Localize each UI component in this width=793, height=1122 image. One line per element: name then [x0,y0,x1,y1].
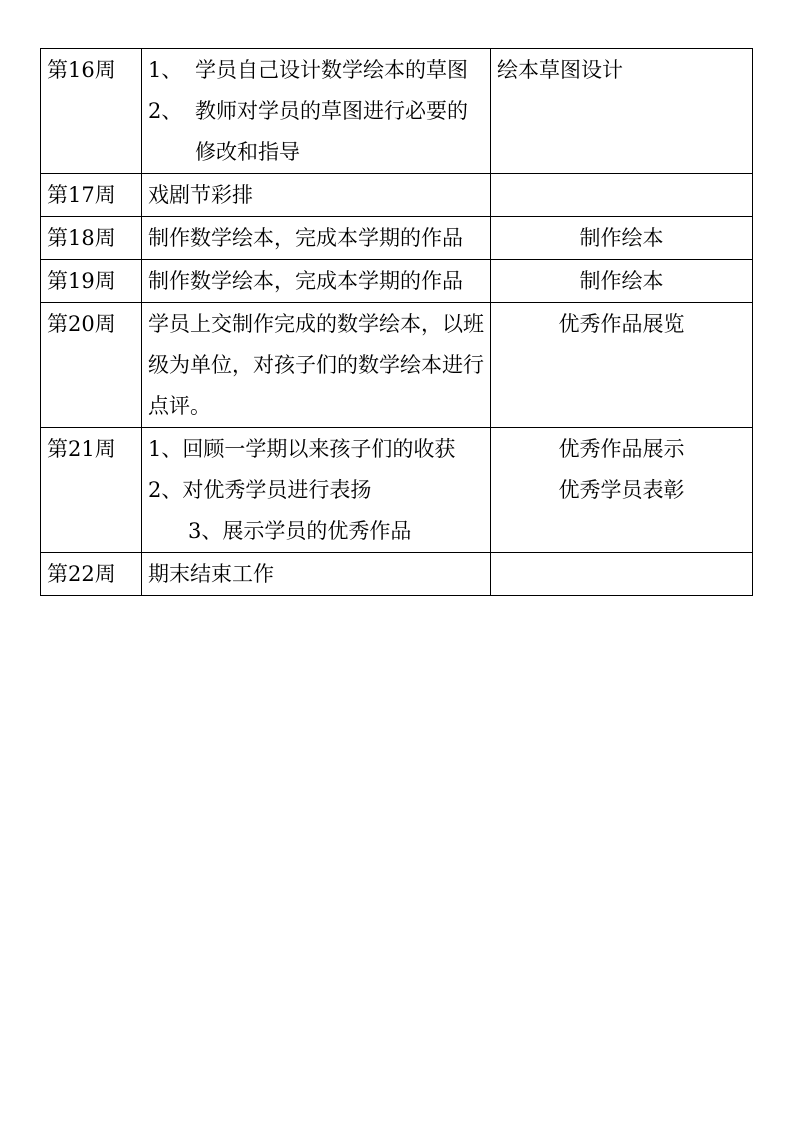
activity-cell [491,217,753,260]
activity-cell [491,303,753,428]
plan-cell: 学员上交制作完成的数学绘本，以班级为单位，对孩子们的数学绘本进行点评。 [142,303,491,428]
list-item [148,91,484,173]
item-number: 1、 [148,58,183,82]
item-number: 3、 [188,519,223,543]
week-cell: 第16周 [41,49,142,174]
schedule-table [40,48,753,596]
item-text: 教师对学员的草图进行必要的修改和指导 [195,99,468,164]
activity-text: 优秀作品展示 [558,437,685,461]
table-row [41,49,753,174]
activity-text: 绘本草图设计 [497,58,623,82]
activity-text: 优秀学员表彰 [558,478,685,502]
activity-text: 制作绘本 [579,226,664,250]
plan-cell [142,49,491,174]
week-cell: 第18周 [41,217,142,260]
list-item [148,470,484,511]
week-cell: 第21周 [41,428,142,553]
activity-cell [491,553,753,596]
plan-cell: 戏剧节彩排 [142,174,491,217]
activity-cell [491,49,753,174]
activity-cell [491,260,753,303]
plan-cell: 制作数学绘本，完成本学期的作品 [142,260,491,303]
plan-cell: 制作数学绘本，完成本学期的作品 [142,217,491,260]
list-item [148,511,484,552]
table-row [41,260,753,303]
week-cell: 第20周 [41,303,142,428]
item-number: 2、 [148,99,183,123]
table-row [41,174,753,217]
item-number: 2、 [148,478,183,502]
week-cell: 第17周 [41,174,142,217]
list-item [148,429,484,470]
week-cell: 第19周 [41,260,142,303]
table-row [41,217,753,260]
item-text: 回顾一学期以来孩子们的收获 [182,437,456,461]
table-row [41,303,753,428]
activity-text: 优秀作品展览 [558,312,685,336]
activity-cell [491,428,753,553]
item-text: 对优秀学员进行表扬 [182,478,372,502]
item-number: 1、 [148,437,183,461]
activity-cell [491,174,753,217]
item-text: 学员自己设计数学绘本的草图 [195,58,468,82]
activity-text: 制作绘本 [579,269,664,293]
plan-cell: 期末结束工作 [142,553,491,596]
plan-cell [142,428,491,553]
list-item [148,50,484,91]
table-row [41,553,753,596]
table-row [41,428,753,553]
item-text: 展示学员的优秀作品 [222,519,412,543]
week-cell: 第22周 [41,553,142,596]
